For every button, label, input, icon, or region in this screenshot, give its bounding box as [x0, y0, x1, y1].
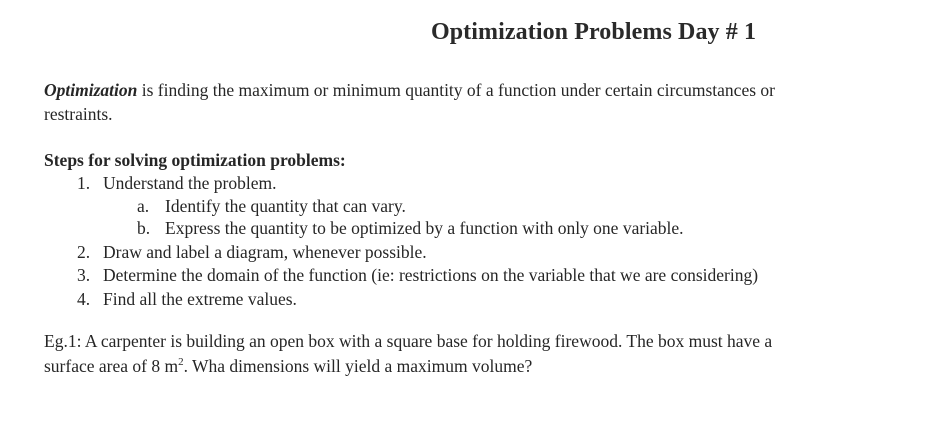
example-line-2 — [44, 355, 532, 377]
example-line-1: Eg.1: A carpenter is building an open box with a square base for holding firewood. The box must have a — [44, 331, 773, 351]
step-text: Understand the problem. — [103, 173, 277, 193]
definition-term: Optimization — [44, 80, 138, 100]
substep-text: Express the quantity to be optimized by a function with only one variable. — [165, 218, 684, 238]
substep-item-b — [137, 217, 684, 239]
definition-text-1: is finding the maximum or minimum quantity of a function under certain circumstances or — [137, 80, 775, 100]
definition-line-2: restraints. — [44, 104, 113, 124]
definition-line-1 — [44, 79, 775, 101]
step-item-4 — [77, 288, 297, 310]
step-text: Determine the domain of the function (ie: restrictions on the variable that we are considering) — [103, 265, 759, 285]
step-number: 2. — [77, 242, 91, 262]
step-item-1 — [77, 172, 277, 194]
step-number: 4. — [77, 289, 91, 309]
substep-text: Identify the quantity that can vary. — [165, 196, 406, 216]
superscript-exponent: 2 — [178, 356, 184, 369]
step-number: 1. — [77, 173, 91, 193]
substep-item-a — [137, 195, 406, 217]
step-text: Find all the extreme values. — [103, 289, 297, 309]
steps-heading: Steps for solving optimization problems: — [44, 150, 346, 170]
substep-letter: a. — [137, 196, 150, 216]
step-item-3 — [77, 264, 758, 286]
step-number: 3. — [77, 265, 91, 285]
step-item-2 — [77, 241, 427, 263]
substep-letter: b. — [137, 218, 151, 238]
example-text-after: . Wha dimensions will yield a maximum volume? — [183, 356, 533, 376]
page-title: Optimization Problems Day # 1 — [430, 19, 757, 45]
example-text-before: surface area of 8 m — [44, 356, 179, 376]
step-text: Draw and label a diagram, whenever possible. — [103, 242, 427, 262]
